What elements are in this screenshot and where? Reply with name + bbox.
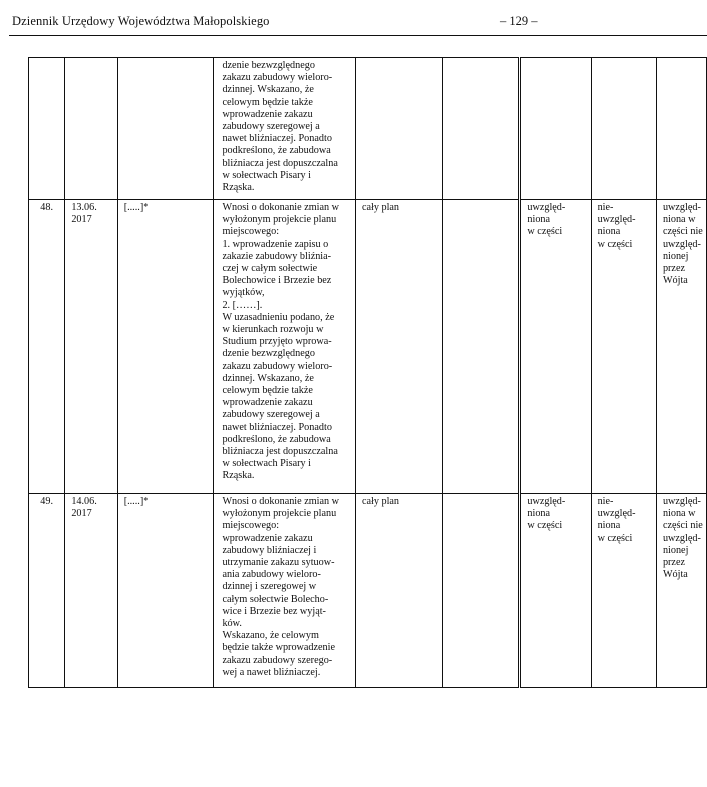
- text-line: dzinnej. Wskazano, że: [222, 84, 314, 96]
- text-line: bliźniacza jest dopuszczalna: [222, 446, 338, 458]
- text-line: dzenie bezwzględnego: [222, 60, 315, 71]
- text-line: 2017: [71, 508, 92, 520]
- text-line: będzie także wprowadzenie: [222, 642, 336, 654]
- cell-empty: [442, 200, 520, 494]
- text-line: niona: [597, 226, 621, 238]
- text-line: przez: [662, 263, 685, 275]
- text-line: wprowadzenie zakazu: [222, 532, 313, 544]
- text-line: 13.06.: [71, 202, 97, 213]
- text-line: uwzględ-: [527, 202, 566, 213]
- text-line: bliźniacza jest dopuszczalna: [222, 157, 338, 169]
- text-line: 2. [……].: [222, 299, 263, 311]
- text-line: utrzymanie zakazu sytuow-: [222, 557, 335, 569]
- text-line: części nie: [662, 520, 703, 532]
- text-line: dzenie bezwzględnego: [222, 348, 315, 360]
- text-line: uwzględ-: [662, 532, 701, 544]
- cell-empty: [442, 494, 520, 688]
- text-line: Wójta: [662, 569, 688, 581]
- text-line: ków.: [222, 618, 242, 630]
- text-line: niona w: [662, 508, 696, 520]
- text-line: uwzględ-: [597, 508, 636, 520]
- text-line: uwzględ-: [662, 496, 701, 507]
- text-line: w części: [597, 532, 633, 544]
- text-line: Rząska.: [222, 182, 255, 194]
- text-line: części nie: [662, 226, 703, 238]
- text-line: wyjątków,: [222, 287, 265, 299]
- text-line: dzinnej. Wskazano, że: [222, 372, 314, 384]
- text-line: podkreślono, że zabudowa: [222, 145, 331, 157]
- text-line: Studium przyjęto wprowa-: [222, 336, 332, 348]
- text-line: niona w: [662, 214, 696, 226]
- cell-decision-rejected: [591, 58, 656, 200]
- text-line: Bolechowice i Brzezie bez: [222, 275, 332, 287]
- cell-date: [65, 200, 117, 494]
- cell-date: [65, 494, 117, 688]
- text-line: wej a nawet bliźniaczej.: [222, 666, 321, 678]
- text-line: nawet bliźniaczej. Ponadto: [222, 133, 332, 145]
- text-line: Wnosi o dokonanie zmian w: [222, 202, 340, 213]
- cell-content: [214, 494, 356, 688]
- text-line: w sołectwach Pisary i: [222, 458, 311, 470]
- text-line: wyłożonym projekcie planu: [222, 214, 337, 226]
- text-line: niona: [527, 508, 551, 520]
- text-line: zabudowy szeregowej a: [222, 121, 320, 133]
- text-line: 14.06.: [71, 496, 97, 507]
- text-line: Wnosi o dokonanie zmian w: [222, 496, 340, 507]
- text-line: nie-: [597, 202, 614, 213]
- cell-decision-rejected: [591, 200, 656, 494]
- text-line: uwzględ-: [597, 214, 636, 226]
- cell-no: [29, 58, 65, 200]
- text-line: Wskazano, że celowym: [222, 630, 319, 642]
- text-line: 1. wprowadzenie zapisu o: [222, 238, 329, 250]
- page-number: – 129 –: [500, 14, 538, 28]
- cell-date: [65, 58, 117, 200]
- text-line: wyłożonym projekcie planu: [222, 508, 337, 520]
- text-line: w sołectwach Pisary i: [222, 169, 311, 181]
- text-line: w kierunkach rozwoju w: [222, 324, 324, 336]
- cell-decision-considered: [520, 58, 591, 200]
- text-line: nawet bliźniaczej. Ponadto: [222, 421, 332, 433]
- text-line: celowym będzie także: [222, 96, 313, 108]
- page-header: [0, 0, 707, 36]
- text-line: przez: [662, 557, 685, 569]
- cell-decision-rejected: [591, 494, 656, 688]
- text-line: uwzględ-: [527, 496, 566, 507]
- table-row-48: [29, 200, 707, 494]
- cell-content: [214, 200, 356, 494]
- text-line: w części: [527, 226, 563, 238]
- cell-decision-considered: [520, 494, 591, 688]
- cell-empty: [442, 58, 520, 200]
- text-line: zabudowy bliźniaczej i: [222, 544, 317, 556]
- text-line: niona: [597, 520, 621, 532]
- cell-area: cały plan: [355, 494, 442, 688]
- text-line: Rząska.: [222, 470, 255, 482]
- cell-area: cały plan: [355, 200, 442, 494]
- text-line: ania zabudowy wieloro-: [222, 569, 321, 581]
- cell-applicant: [117, 58, 214, 200]
- text-line: nie-: [597, 496, 614, 507]
- text-line: wprowadzenie zakazu: [222, 397, 313, 409]
- comments-table: [28, 57, 707, 688]
- cell-council: [656, 200, 706, 494]
- cell-decision-considered: [520, 200, 591, 494]
- text-line: miejscowego:: [222, 520, 280, 532]
- text-line: dzinnej i szeregowej w: [222, 581, 317, 593]
- cell-no: 49.: [29, 494, 65, 688]
- text-line: celowym będzie także: [222, 385, 313, 397]
- text-line: W uzasadnieniu podano, że: [222, 311, 335, 323]
- table-row-continued: [29, 58, 707, 200]
- text-line: wice i Brzezie bez wyjąt-: [222, 605, 326, 617]
- header-divider: [9, 35, 707, 36]
- cell-no: 48.: [29, 200, 65, 494]
- text-line: zakazu zabudowy szerego-: [222, 654, 333, 666]
- text-line: miejscowego:: [222, 226, 280, 238]
- cell-area: [355, 58, 442, 200]
- cell-applicant: [.....]*: [117, 494, 214, 688]
- text-line: nionej: [662, 250, 689, 262]
- text-line: w części: [597, 238, 633, 250]
- text-line: zabudowy szeregowej a: [222, 409, 320, 421]
- text-line: Wójta: [662, 275, 688, 287]
- text-line: całym sołectwie Bolecho-: [222, 593, 329, 605]
- text-line: uwzględ-: [662, 238, 701, 250]
- text-line: 2017: [71, 214, 92, 226]
- table-row-49: [29, 494, 707, 688]
- cell-applicant: [.....]*: [117, 200, 214, 494]
- text-line: uwzględ-: [662, 202, 701, 213]
- text-line: zakazu zabudowy wieloro-: [222, 72, 333, 84]
- text-line: zakazu zabudowy wieloro-: [222, 360, 333, 372]
- text-line: wprowadzenie zakazu: [222, 108, 313, 120]
- text-line: w części: [527, 520, 563, 532]
- journal-title: Dziennik Urzędowy Województwa Małopolskiego: [12, 14, 270, 28]
- cell-council: [656, 58, 706, 200]
- text-line: zakazie zabudowy bliźnia-: [222, 250, 332, 262]
- cell-content: [214, 58, 356, 200]
- cell-council: [656, 494, 706, 688]
- text-line: podkreślono, że zabudowa: [222, 433, 331, 445]
- text-line: czej w całym sołectwie: [222, 263, 318, 275]
- text-line: niona: [527, 214, 551, 226]
- text-line: nionej: [662, 544, 689, 556]
